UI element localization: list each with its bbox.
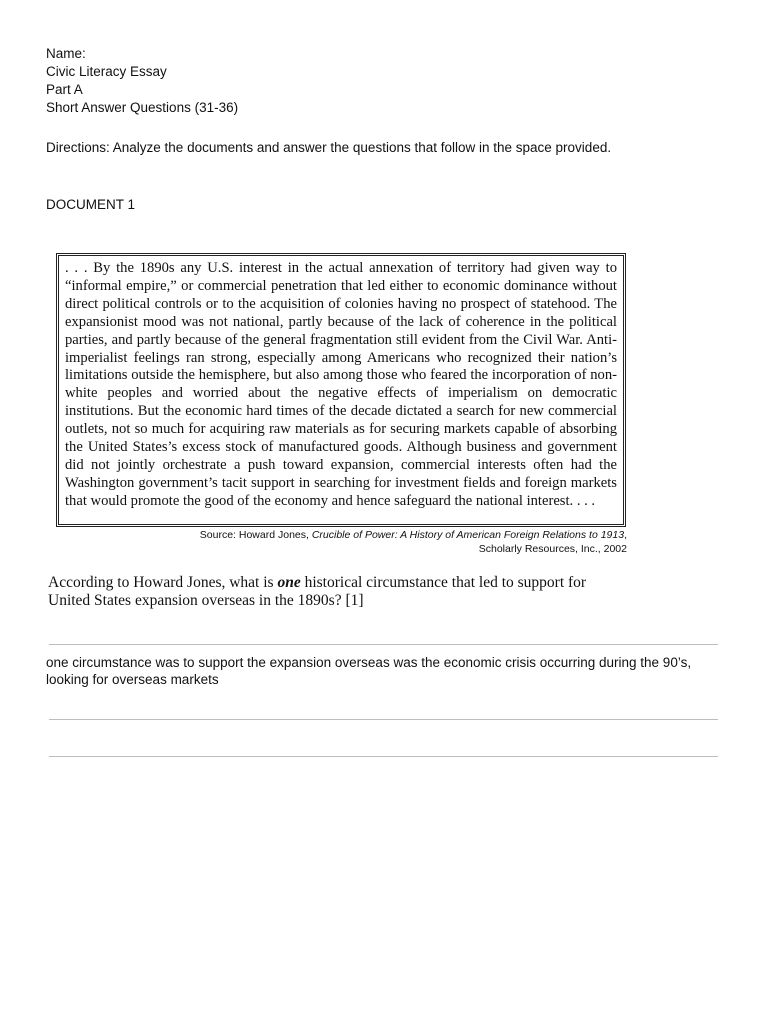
answer-line bbox=[49, 644, 718, 645]
question-emphasis: one bbox=[277, 574, 301, 591]
source-suffix: , bbox=[624, 529, 627, 541]
document-excerpt-text: . . . By the 1890s any U.S. interest in the actual annexation of territory had given way to “informal empire,” or commercial penetration that led either to economic dominance without direct political controls or to the acquisition of colonies having no prospect of statehood. The expansionist mood was not national, partly because of the lack of coherence in the political parties, and partly because of the general fragmentation still evident from the Civil War. Anti-imperialist feelings ran strong, especially among Americans who recognized their nation’s limitations outside the hemisphere, but also among those who feared the incorporation of non-white peoples and worried about the negative effects of imperialism on democratic institutions. But the economic hard times of the decade dictated a search for new commercial outlets, not so much for acquiring raw materials as for securing markets capable of absorbing the United States’s excess stock of manufactured goods. Although business and government did not jointly orchestrate a push toward expansion, commercial interests often had the Washington government’s tacit support in searching for investment fields and foreign markets that would promote the good of the economy and hence safeguard the national interest. . . . bbox=[65, 260, 617, 509]
section-title: Short Answer Questions (31-36) bbox=[46, 100, 239, 115]
source-book-title: Crucible of Power: A History of American Foreign Relations to 1913 bbox=[311, 529, 625, 541]
worksheet-header bbox=[46, 45, 238, 117]
name-label: Name: bbox=[46, 46, 86, 61]
course-title: Civic Literacy Essay bbox=[46, 64, 167, 79]
answer-text[interactable]: one circumstance was to support the expansion overseas was the economic crisis occurring during the 90’s, looking for overseas markets bbox=[46, 655, 692, 687]
answer-line bbox=[49, 719, 718, 720]
source-prefix: Source: Howard Jones, bbox=[199, 529, 312, 541]
question-part1: According to Howard Jones, what is bbox=[48, 574, 278, 591]
question-part2: historical circumstance that led to support for bbox=[300, 574, 587, 591]
answer-line bbox=[49, 756, 718, 757]
document-excerpt-box bbox=[56, 253, 626, 527]
question-text bbox=[48, 574, 608, 610]
source-citation bbox=[200, 528, 627, 556]
source-publisher: Scholarly Resources, Inc., 2002 bbox=[478, 543, 627, 555]
part-label: Part A bbox=[46, 82, 83, 97]
question-line2: United States expansion overseas in the 1890s? [1] bbox=[48, 592, 364, 609]
directions-text: Directions: Analyze the documents and answer the questions that follow in the space provided. bbox=[46, 140, 612, 155]
document-label: DOCUMENT 1 bbox=[46, 197, 136, 212]
